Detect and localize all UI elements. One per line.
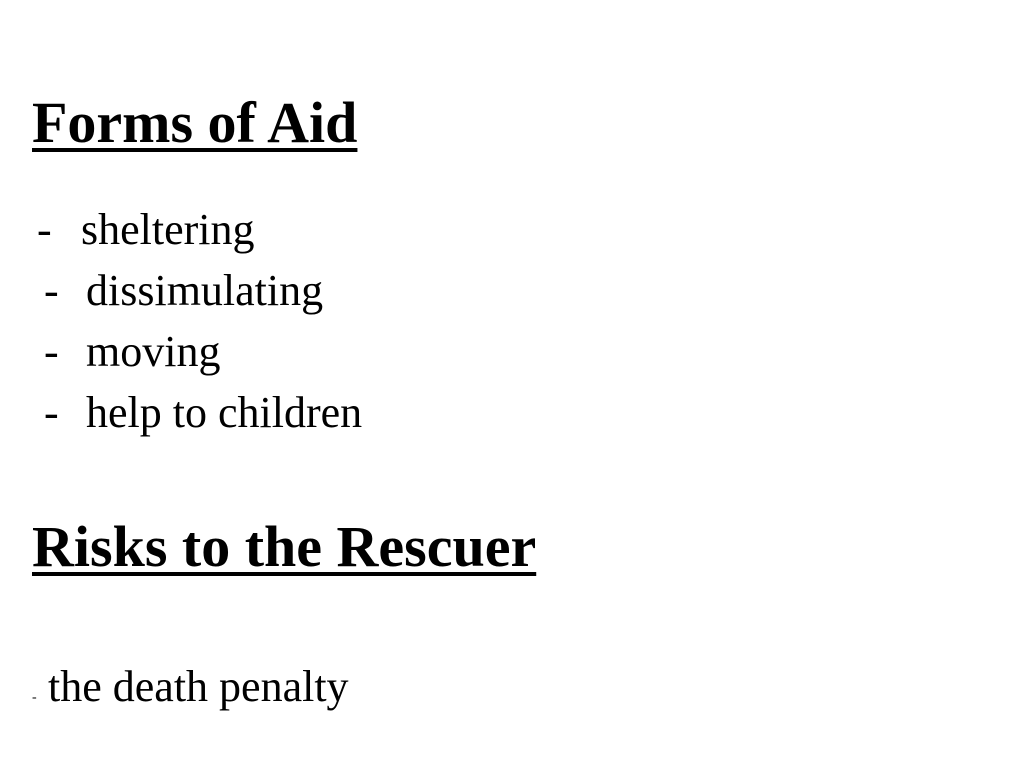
- dash-bullet: -: [44, 388, 59, 437]
- list-item: [37, 205, 255, 254]
- dash-bullet: -: [32, 690, 37, 705]
- list-item-text: moving: [86, 327, 221, 376]
- list-item: [44, 388, 363, 437]
- list-item-text: sheltering: [81, 205, 255, 254]
- list-item-text: dissimulating: [86, 266, 324, 315]
- list-item: [44, 327, 221, 376]
- dash-bullet: -: [44, 266, 59, 315]
- dash-bullet: -: [44, 327, 59, 376]
- list-item-text: help to children: [86, 388, 363, 437]
- list-item-text: the death penalty: [48, 662, 349, 711]
- dash-bullet: -: [37, 205, 52, 254]
- list-item: [32, 662, 349, 711]
- risks-to-rescuer-heading: Risks to the Rescuer: [32, 514, 537, 579]
- forms-of-aid-heading: Forms of Aid: [32, 90, 358, 155]
- list-item: [44, 266, 324, 315]
